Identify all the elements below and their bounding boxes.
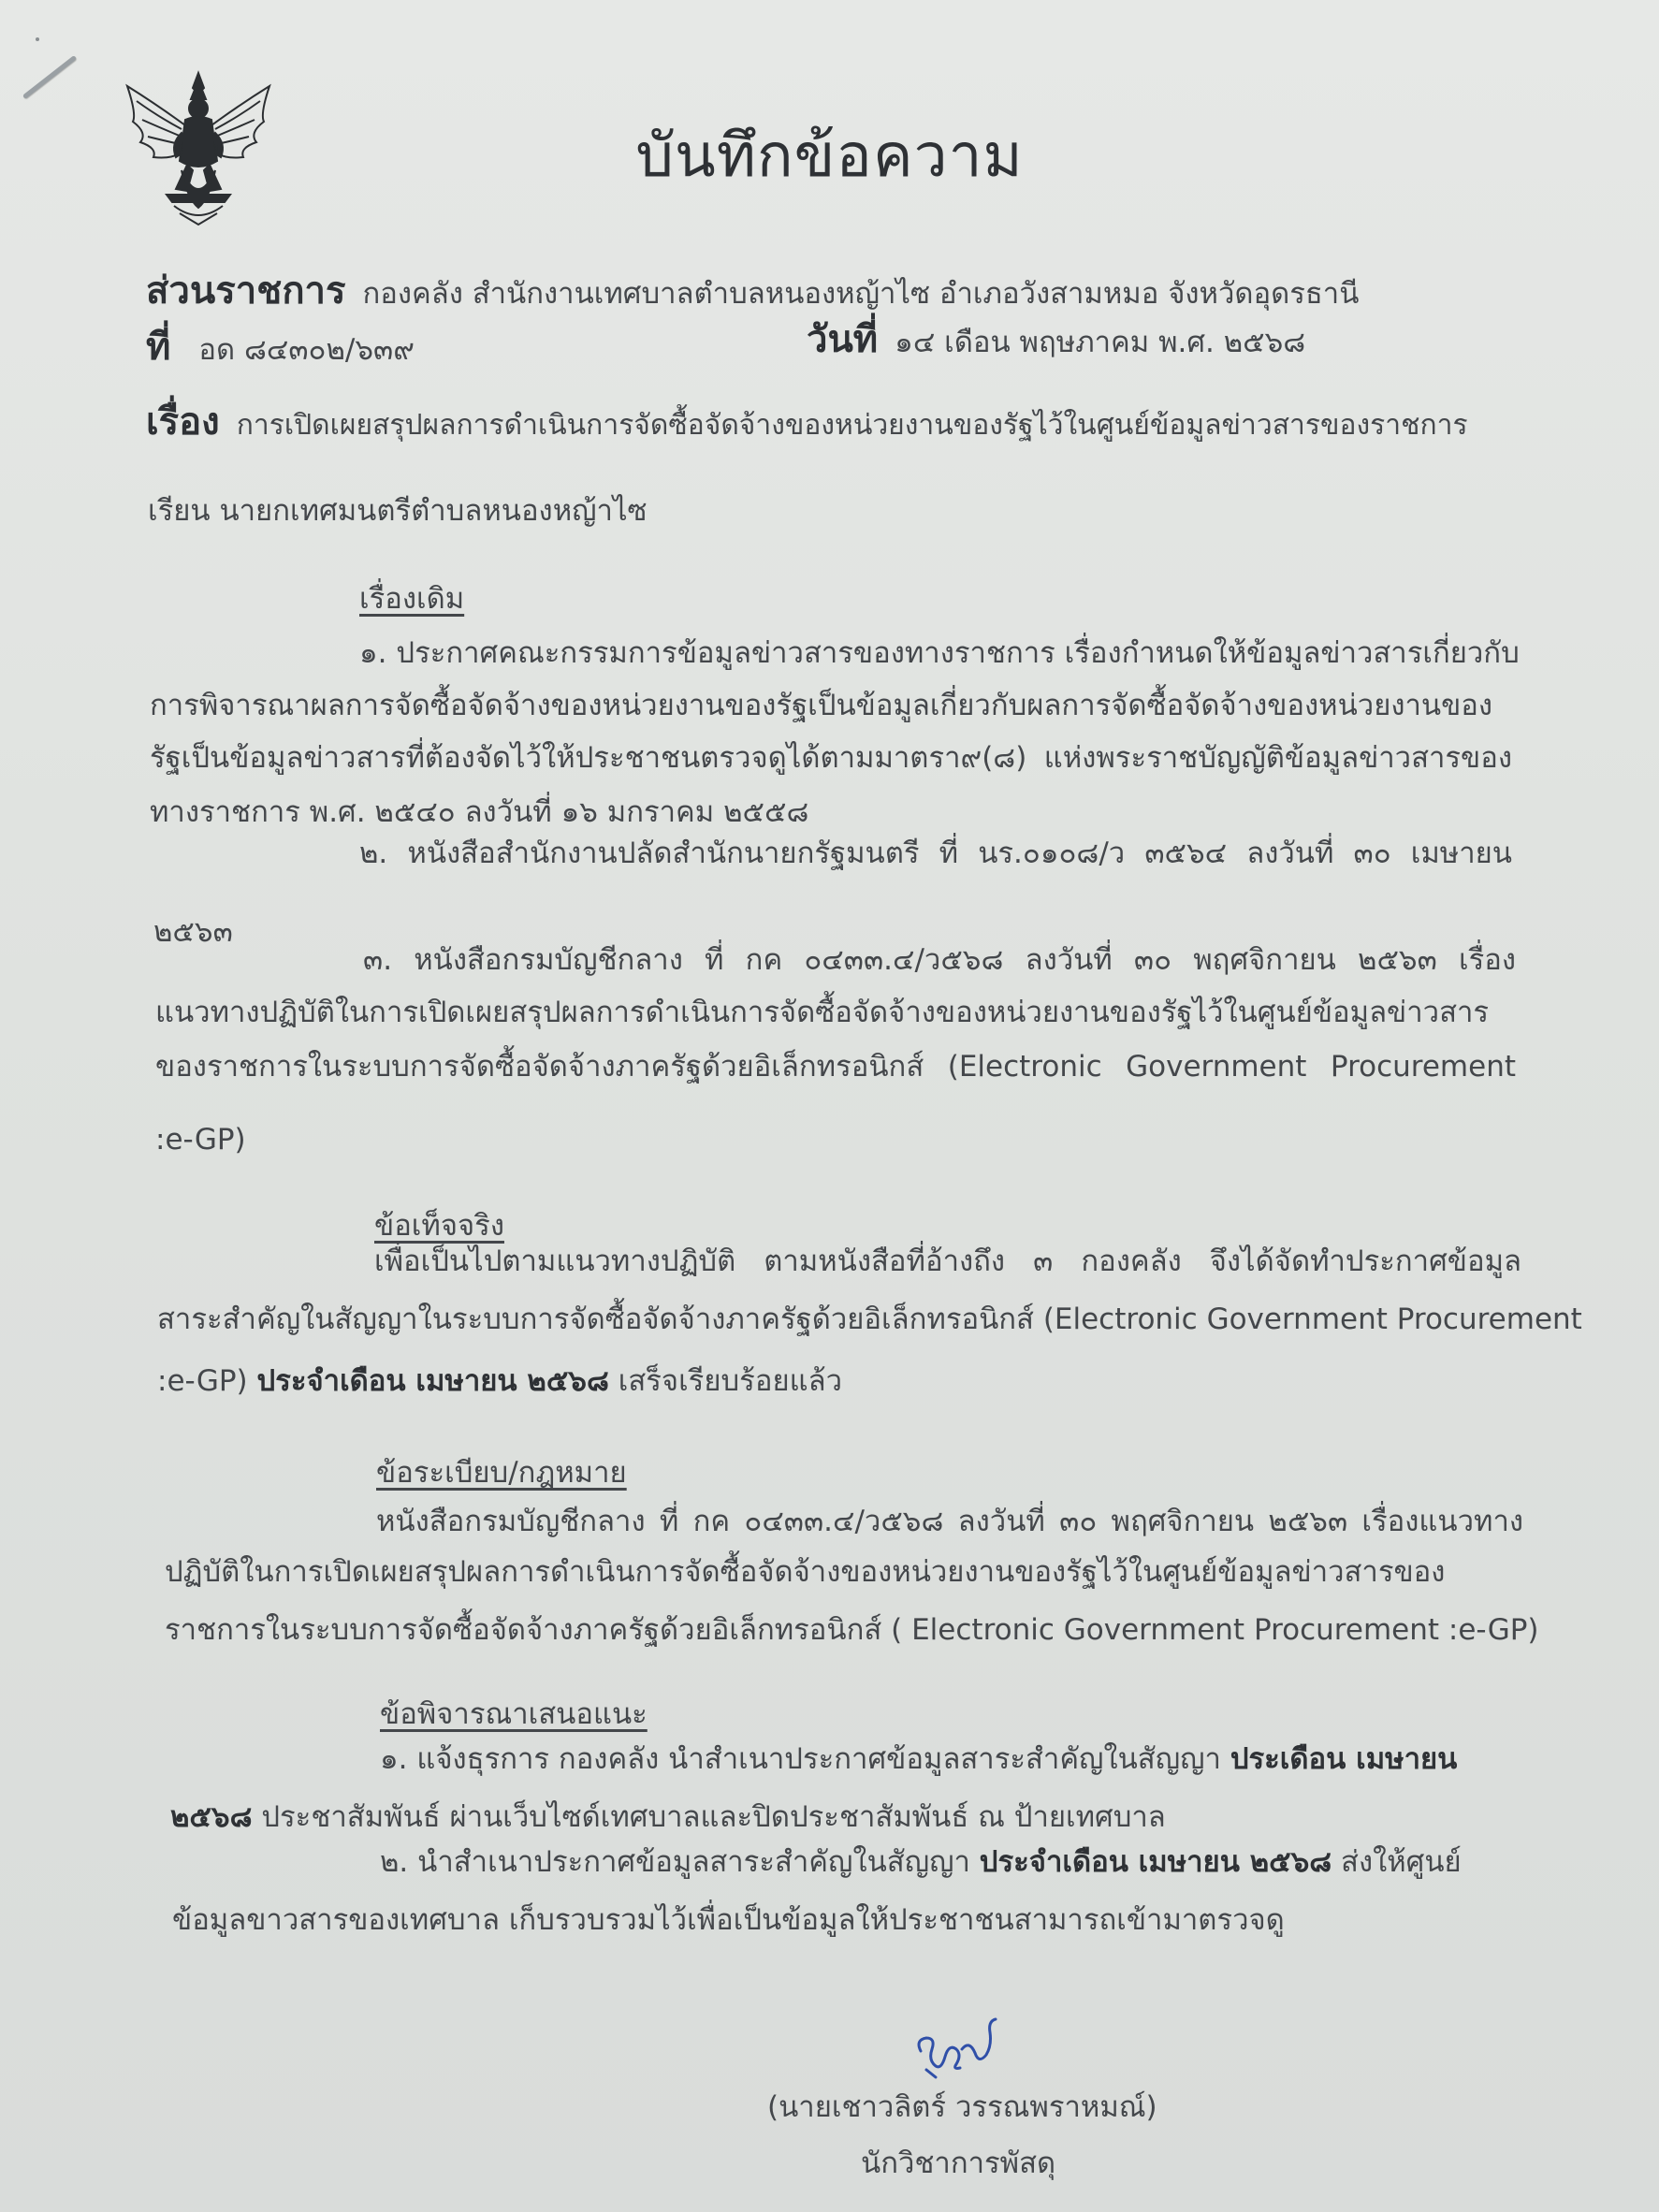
facts-line3-period: ประจำเดือน เมษายน ๒๕๖๘ [256, 1364, 609, 1398]
agency-label: ส่วนราชการ [146, 269, 346, 313]
signatory-position: นักวิชาการพัสดุ [861, 2147, 1056, 2180]
recommend-item1-text: ๑. แจ้งธุรการ กองคลัง นำสำเนาประกาศข้อมูลสาระสำคัญในสัญญา [380, 1742, 1230, 1776]
recommend-item1-text2: ประชาสัมพันธ์ ผ่านเว็บไซด์เทศบาลและปิดประชาสัมพันธ์ ณ ป้ายเทศบาล [252, 1800, 1166, 1834]
recommend-item2-period: ประจำเดือน เมษายน ๒๕๖๘ [979, 1845, 1332, 1879]
subject-value: การเปิดเผยสรุปผลการดำเนินการจัดซื้อจัดจ้างของหน่วยงานของรัฐไว้ในศูนย์ข้อมูลข่าวสารของราชการ [236, 409, 1468, 442]
background-heading: เรื่องเดิม [359, 582, 465, 616]
recommend-item2-line2: ข้อมูลขาวสารของเทศบาล เก็บรวบรวมไว้เพื่อเป็นข้อมูลให้ประชาชนสามารถเข้ามาตรวจดู [172, 1903, 1285, 1937]
memo-title: บันทึกข้อความ [635, 122, 1024, 191]
rules-line3: ราชการในระบบการจัดซื้อจัดจ้างภาครัฐด้วยอิเล็กทรอนิกส์ ( Electronic Government Procurement :e-GP) [165, 1613, 1539, 1647]
recommend-item2-line1 [380, 1838, 1462, 1885]
recommend-heading: ข้อพิจารณาเสนอแนะ [380, 1697, 648, 1731]
date-label: วันที่ [807, 318, 879, 361]
facts-heading: ข้อเท็จจริง [374, 1209, 504, 1243]
recommend-item1-period: ประเดือน เมษายน [1230, 1742, 1458, 1776]
reference-value: อด ๘๔๓๐๒/๖๓๙ [198, 333, 415, 367]
background-item1-line4: ทางราชการ พ.ศ. ๒๕๔๐ ลงวันที่ ๑๖ มกราคม ๒๕๕๘ [150, 795, 809, 829]
subject-row [146, 391, 1468, 451]
facts-line2: สาระสำคัญในสัญญาในระบบการจัดซื้อจัดจ้างภาครัฐด้วยอิเล็กทรอนิกส์ (Electronic Government Procurement [157, 1302, 1582, 1336]
date-value: ๑๔ เดือน พฤษภาคม พ.ศ. ๒๕๖๘ [895, 326, 1306, 359]
handwritten-signature [908, 2012, 1011, 2087]
recommend-item1-line1 [380, 1735, 1457, 1782]
staple-hole [36, 37, 39, 41]
date-row [807, 309, 1305, 369]
recommend-item1-line2 [170, 1793, 1166, 1840]
recommend-item2-text: ๒. นำสำเนาประกาศข้อมูลสาระสำคัญในสัญญา [380, 1845, 980, 1879]
facts-line3-prefix: :e-GP) [157, 1364, 257, 1398]
background-item3-line3: ของราชการในระบบการจัดซื้อจัดจ้างภาครัฐด้วยอิเล็กทรอนิกส์ (Electronic Government Procurement [155, 1050, 1516, 1084]
background-item1-line3: รัฐเป็นข้อมูลข่าวสารที่ต้องจัดไว้ให้ประชาชนตรวจดูได้ตามมาตรา๙(๘) แห่งพระราชบัญญัติข้อมูลข่าวสารของ [150, 741, 1512, 775]
rules-heading: ข้อระเบียบ/กฎหมาย [376, 1456, 627, 1490]
background-item3-line4: :e-GP) [155, 1123, 246, 1157]
rules-line2: ปฏิบัติในการเปิดเผยสรุปผลการดำเนินการจัดซื้อจัดจ้างของหน่วยงานของรัฐไว้ในศูนย์ข้อมูลข่าวสารของ [165, 1555, 1446, 1589]
recommend-item1-year: ๒๕๖๘ [170, 1800, 253, 1834]
reference-label: ที่ [146, 326, 171, 369]
subject-label: เรื่อง [146, 400, 220, 444]
background-item3-line2: แนวทางปฏิบัติในการเปิดเผยสรุปผลการดำเนินการจัดซื้อจัดจ้างของหน่วยงานของรัฐไว้ในศูนย์ข้อมูลข่าวสาร [155, 996, 1490, 1029]
facts-line1: เพื่อเป็นไปตามแนวทางปฏิบัติ ตามหนังสือที่อ้างถึง ๓ กองคลัง จึงได้จัดทำประกาศข้อมูล [374, 1244, 1521, 1278]
signatory-name: (นายเชาวลิตร์ วรรณพราหมณ์) [767, 2090, 1157, 2124]
reference-row [146, 316, 415, 376]
background-item2-line1: ๒. หนังสือสำนักงานปลัดสำนักนายกรัฐมนตรี ที่ นร.๐๑๐๘/ว ๓๕๖๔ ลงวันที่ ๓๐ เมษายน [359, 837, 1512, 870]
salutation: เรียน นายกเทศมนตรีตำบลหนองหญ้าไซ [148, 494, 648, 528]
facts-line3 [157, 1357, 842, 1404]
background-item3-line1: ๓. หนังสือกรมบัญชีกลาง ที่ กค ๐๔๓๓.๔/ว๕๖๘ ลงวันที่ ๓๐ พฤศจิกายน ๒๕๖๓ เรื่อง [363, 943, 1516, 977]
staple [22, 55, 77, 99]
background-item2-line2: ๒๕๖๓ [153, 915, 233, 949]
agency-value: กองคลัง สำนักงานเทศบาลตำบลหนองหญ้าไซ อำเภอวังสามหมอ จังหวัดอุดรธานี [362, 277, 1360, 311]
background-item1-line2: การพิจารณาผลการจัดซื้อจัดจ้างของหน่วยงานของรัฐเป็นข้อมูลเกี่ยวกับผลการจัดซื้อจัดจ้างของหน่วยงานของ [150, 689, 1493, 722]
facts-line3-suffix: เสร็จเรียบร้อยแล้ว [608, 1364, 842, 1398]
rules-line1: หนังสือกรมบัญชีกลาง ที่ กค ๐๔๓๓.๔/ว๕๖๘ ลงวันที่ ๓๐ พฤศจิกายน ๒๕๖๓ เรื่องแนวทาง [376, 1505, 1523, 1538]
background-item1-line1: ๑. ประกาศคณะกรรมการข้อมูลข่าวสารของทางราชการ เรื่องกำหนดให้ข้อมูลข่าวสารเกี่ยวกับ [359, 636, 1520, 670]
recommend-item2-suffix: ส่งให้ศูนย์ [1332, 1845, 1462, 1879]
